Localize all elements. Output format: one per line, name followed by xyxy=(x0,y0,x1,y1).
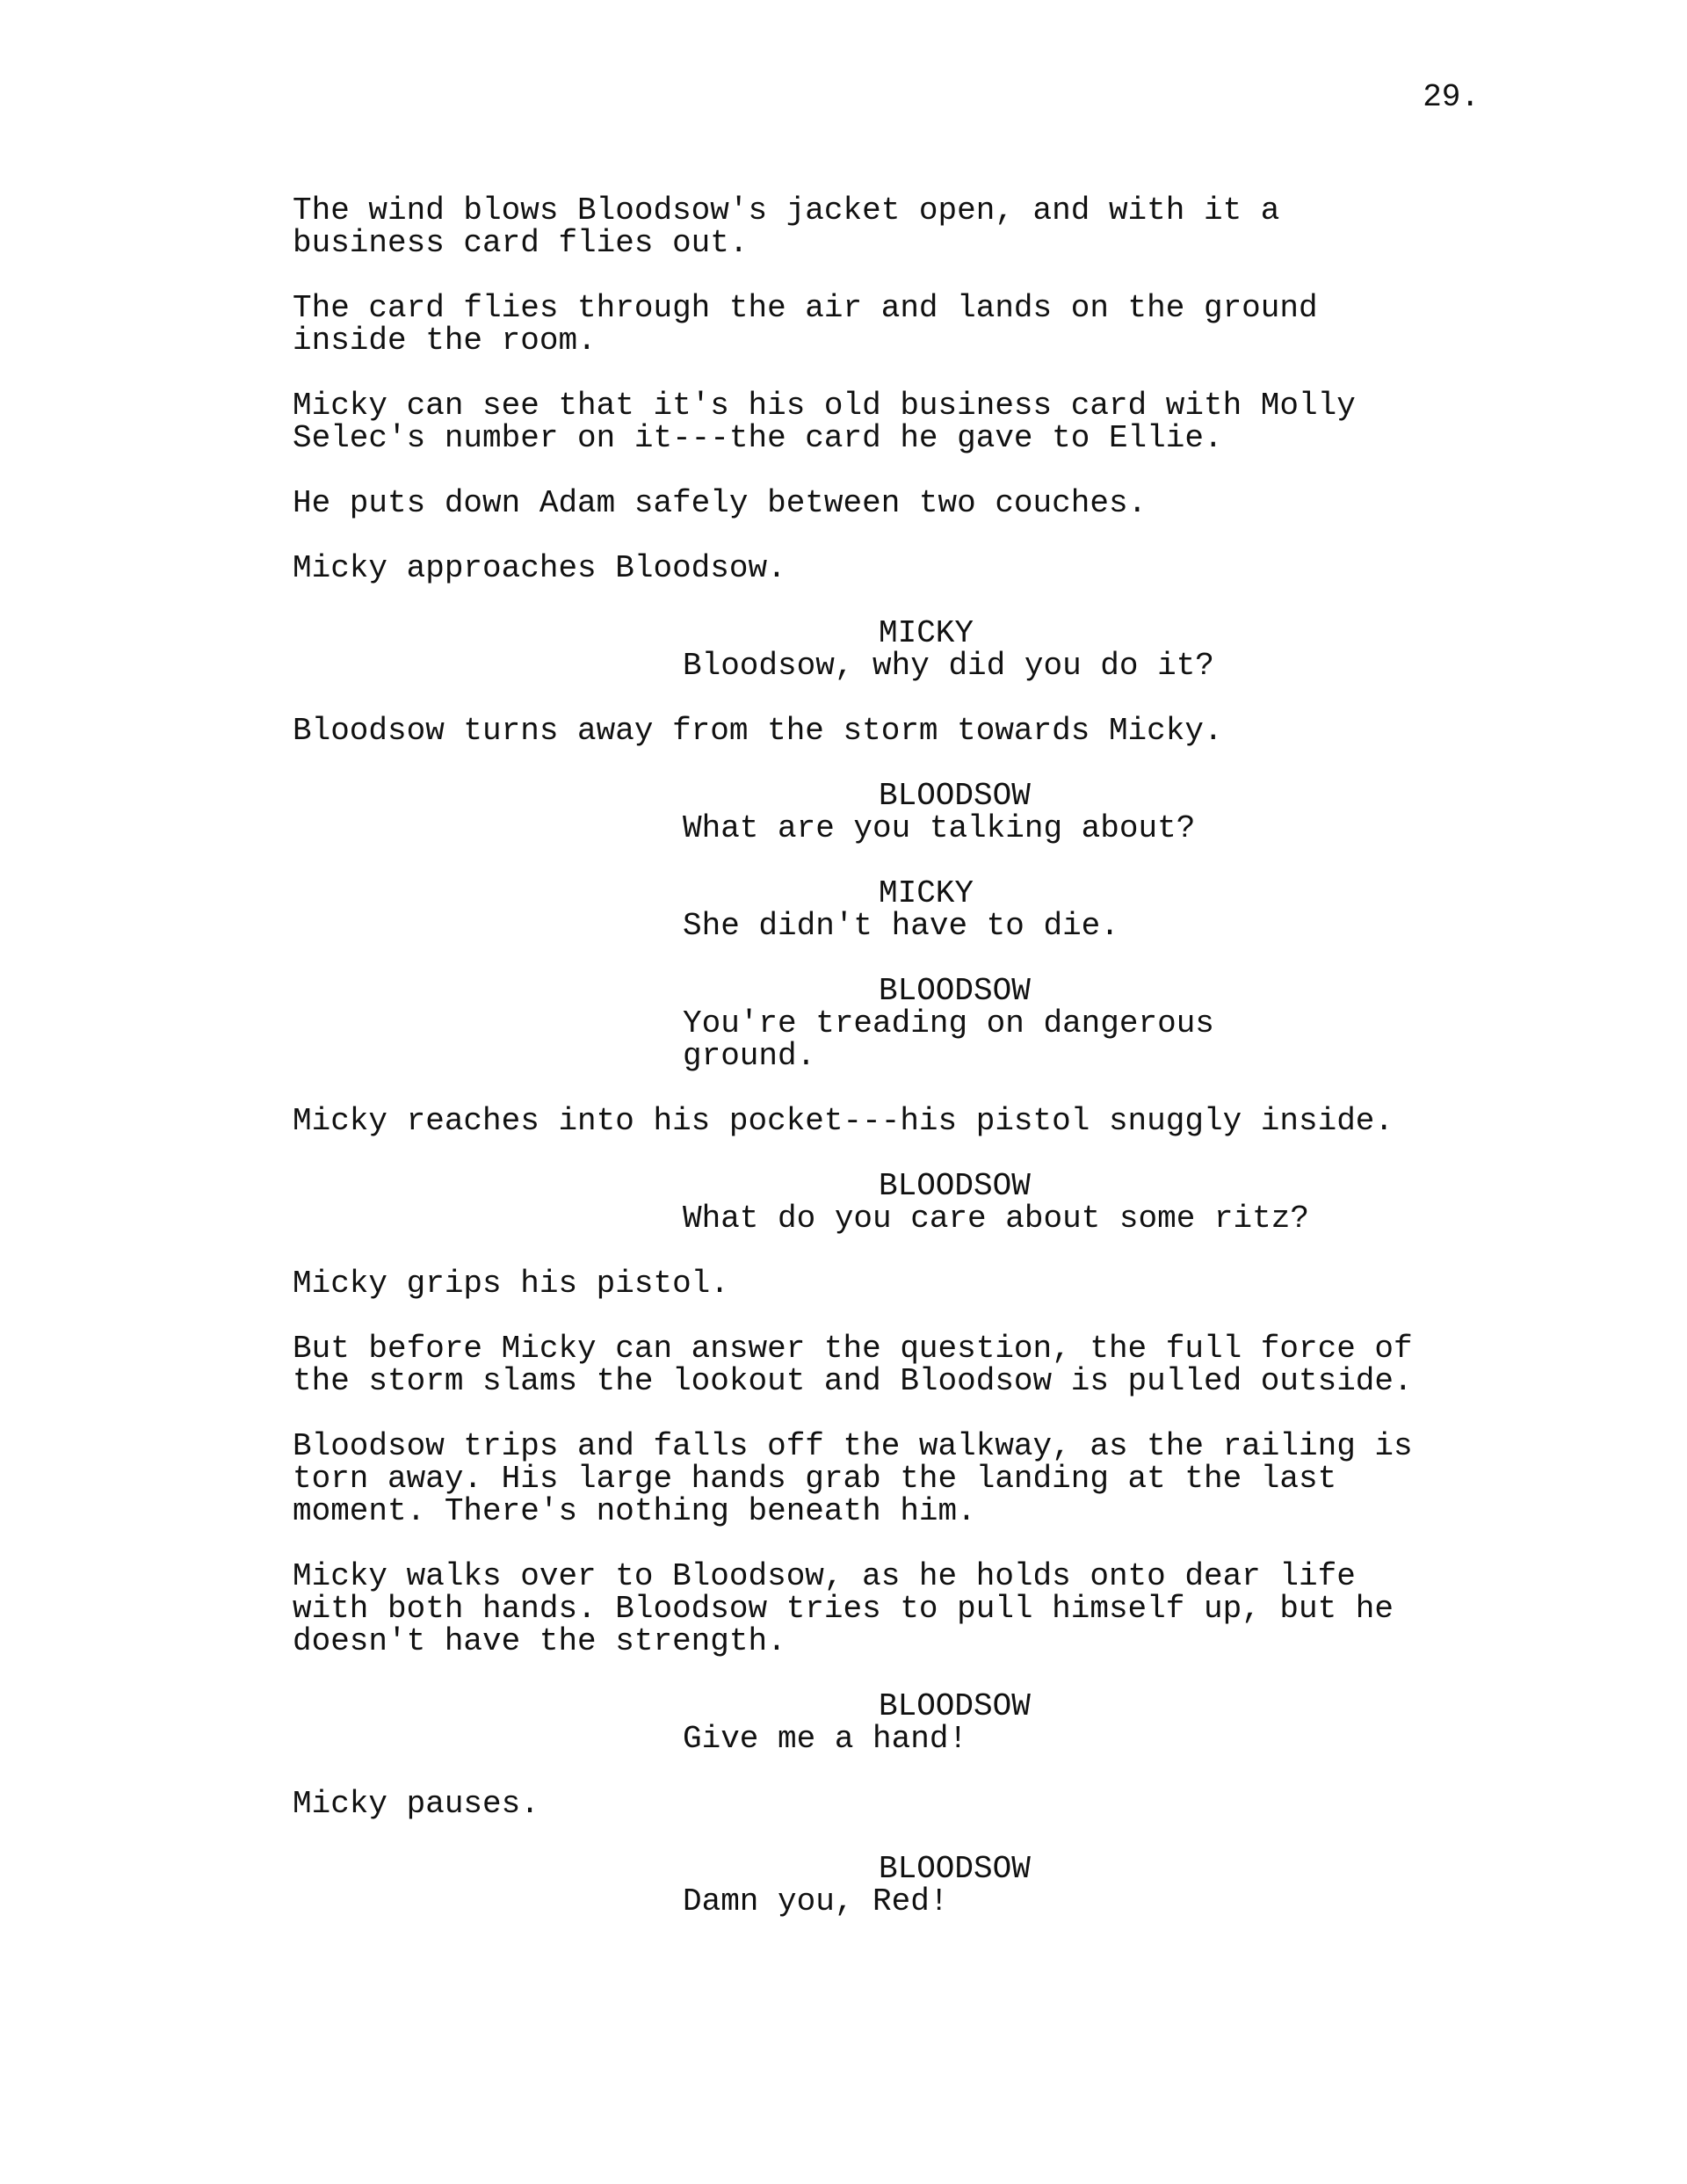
action-block xyxy=(293,715,1488,747)
dialogue-line: ground. xyxy=(683,1038,816,1074)
action-line: the storm slams the lookout and Bloodsow is pulled outside. xyxy=(293,1363,1413,1399)
dialogue-text xyxy=(683,812,1488,845)
action-line: He puts down Adam safely between two couches. xyxy=(293,485,1148,521)
character-name: BLOODSOW xyxy=(879,1688,1031,1724)
dialogue-text xyxy=(683,1007,1488,1072)
dialogue-block xyxy=(488,617,1488,682)
action-line: But before Micky can answer the question, the full force of xyxy=(293,1331,1413,1367)
action-line: torn away. His large hands grab the landing at the last xyxy=(293,1461,1337,1497)
action-line: Micky pauses. xyxy=(293,1786,539,1822)
character-name: MICKY xyxy=(879,615,974,651)
dialogue-line: Damn you, Red! xyxy=(683,1883,949,1919)
action-line: Micky can see that it's his old business card with Molly xyxy=(293,388,1356,424)
character-name: BLOODSOW xyxy=(879,973,1031,1009)
action-block xyxy=(293,1332,1488,1397)
dialogue-line: What are you talking about? xyxy=(683,810,1196,846)
dialogue-text xyxy=(683,910,1488,942)
action-block xyxy=(293,1560,1488,1658)
dialogue-line: Bloodsow, why did you do it? xyxy=(683,648,1214,684)
action-line: Bloodsow turns away from the storm towards Micky. xyxy=(293,713,1223,749)
action-block xyxy=(293,1430,1488,1527)
dialogue-block xyxy=(488,975,1488,1072)
action-block xyxy=(293,1267,1488,1300)
action-block xyxy=(293,194,1488,259)
dialogue-block xyxy=(488,780,1488,845)
action-line: The card flies through the air and lands on the ground xyxy=(293,290,1318,326)
dialogue-line: Give me a hand! xyxy=(683,1721,968,1757)
action-line: moment. There's nothing beneath him. xyxy=(293,1493,976,1529)
action-line: Bloodsow trips and falls off the walkway, as the railing is xyxy=(293,1428,1413,1464)
action-line: Selec's number on it---the card he gave to Ellie. xyxy=(293,420,1223,456)
action-block xyxy=(293,389,1488,454)
page-number: 29. xyxy=(1423,79,1480,115)
dialogue-text xyxy=(683,1885,1488,1918)
action-line: with both hands. Bloodsow tries to pull himself up, but he xyxy=(293,1591,1394,1627)
character-name: BLOODSOW xyxy=(879,778,1031,814)
dialogue-block xyxy=(488,1170,1488,1235)
dialogue-text xyxy=(683,1202,1488,1235)
dialogue-block xyxy=(488,1690,1488,1755)
action-block xyxy=(293,1105,1488,1137)
dialogue-block xyxy=(488,877,1488,942)
dialogue-text xyxy=(683,649,1488,682)
screenplay-body xyxy=(293,194,1488,1950)
action-line: Micky reaches into his pocket---his pistol snuggly inside. xyxy=(293,1103,1394,1139)
character-name: BLOODSOW xyxy=(879,1168,1031,1204)
action-line: doesn't have the strength. xyxy=(293,1623,786,1659)
action-line: Micky approaches Bloodsow. xyxy=(293,550,786,586)
dialogue-line: She didn't have to die. xyxy=(683,908,1119,944)
action-block xyxy=(293,487,1488,519)
action-block xyxy=(293,292,1488,357)
character-name: BLOODSOW xyxy=(879,1851,1031,1887)
dialogue-line: You're treading on dangerous xyxy=(683,1005,1214,1041)
action-line: The wind blows Bloodsow's jacket open, and with it a xyxy=(293,192,1280,229)
dialogue-text xyxy=(683,1723,1488,1755)
dialogue-line: What do you care about some ritz? xyxy=(683,1201,1309,1237)
action-line: business card flies out. xyxy=(293,225,749,261)
action-line: Micky grips his pistol. xyxy=(293,1266,729,1302)
dialogue-block xyxy=(488,1853,1488,1918)
action-line: inside the room. xyxy=(293,323,597,359)
character-name: MICKY xyxy=(879,875,974,911)
action-block xyxy=(293,1788,1488,1820)
action-block xyxy=(293,552,1488,584)
action-line: Micky walks over to Bloodsow, as he holds onto dear life xyxy=(293,1558,1356,1594)
